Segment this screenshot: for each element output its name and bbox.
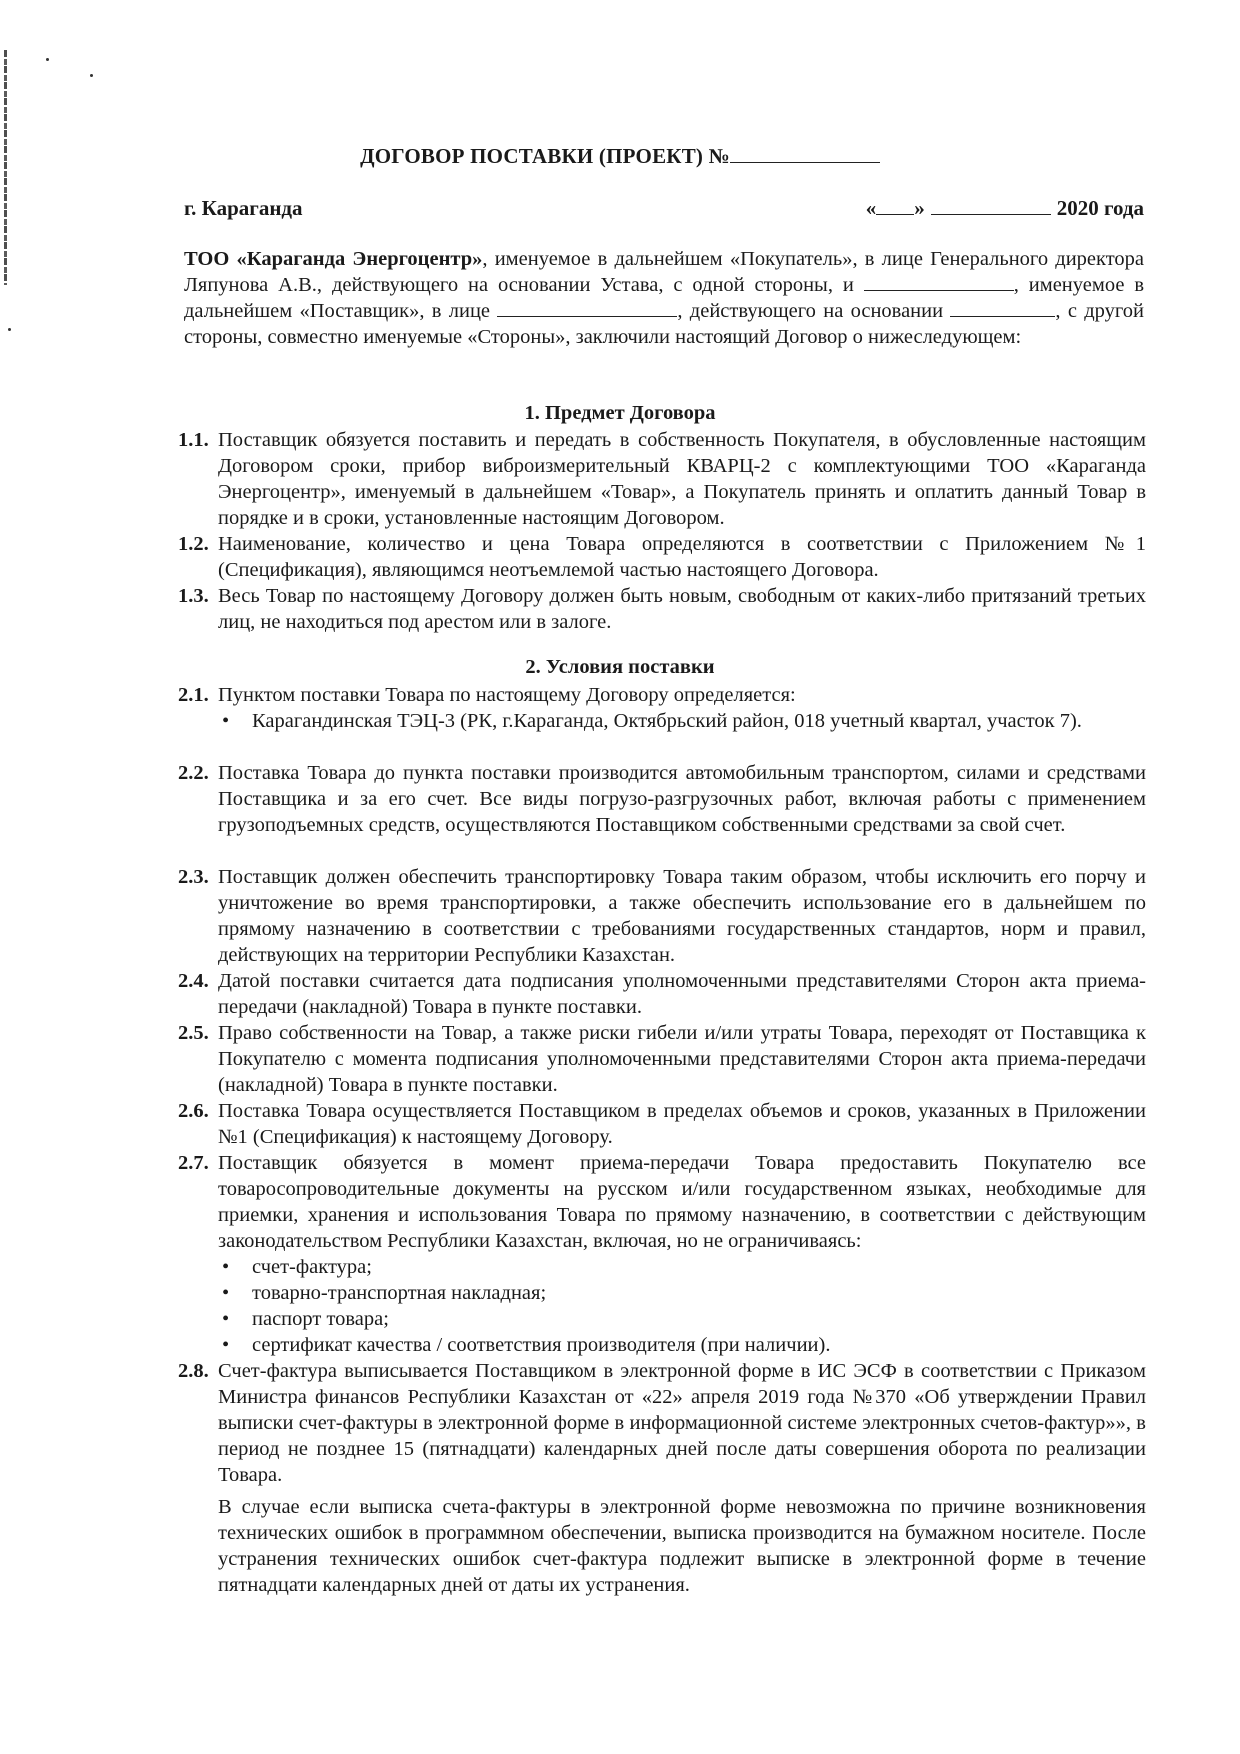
clause-2-2: 2.2. Поставка Товара до пункта поставки производится автомобильным транспортом, силами и средствами Поставщика и за его счет. Все виды погрузо-разгрузочных работ, включая работы с применением грузоподъемных средств, осуществляются Поставщиком собственными средствами за свой счет. <box>178 762 1146 836</box>
preamble: ТОО «Караганда Энергоцентр», именуемое в дальнейшем «Покупатель», в лице Генерального директора Ляпунова А.В., действующего на основании Устава, с одной стороны, и , именуемое в дальнейшем «Поставщик», в лице , действующего на основании , с другой стороны, совместно именуемые «Стороны», заключили настоящий Договор о нижеследующем: <box>184 248 1145 348</box>
scan-dot <box>46 58 49 61</box>
clause-2-8-paragraph: В случае если выписка счета-фактуры в электронной форме невозможна по причине возникновения технических ошибок в программном обеспечении, выписка производится на бумажном носителе. После устранения технических ошибок счет-фактура подлежит выписке в электронной форме в течение пятнадцати календарных дней от даты их устранения. <box>218 1496 1146 1596</box>
basis-blank <box>950 300 1055 317</box>
contract-date: « » 2020 года <box>865 196 1144 220</box>
clause-2-4: 2.4. Датой поставки считается дата подписания уполномоченными представителями Сторон акта приема-передачи (накладной) Товара в пункте поставки. <box>178 970 1146 1018</box>
list-item: • товарно-транспортная накладная; <box>222 1282 547 1304</box>
section-2-title: 2. Условия поставки <box>525 656 715 678</box>
clause-2-7: 2.7. Поставщик обязуется в момент приема-передачи Товара предоставить Покупателю все товаросопроводительные документы на русском и/или государственном языках, необходимые для приемки, хранения и использования Товара по прямому назначению, в соответствии с действующим законодательством Республики Казахстан, включая, но не ограничиваясь: • счет-фактура; • товарно-транспортная накладная; • паспорт товара; • сертификат качества / соответствия производителя (при наличии). <box>178 1152 1146 1356</box>
city: г. Караганда <box>184 196 303 220</box>
list-item: • счет-фактура; <box>222 1256 372 1278</box>
scan-dot <box>8 328 11 331</box>
clause-1-1: 1.1. Поставщик обязуется поставить и передать в собственность Покупателя, в обусловленные настоящим Договором сроки, прибор виброизмерительный КВАРЦ-2 с комплектующими ТОО «Караганда Энергоцентр», именуемый в дальнейшем «Товар», а Покупатель принять и оплатить данный Товар в порядке и в сроки, установленные настоящим Договором. <box>178 429 1146 529</box>
list-item: • Карагандинская ТЭЦ-3 (РК, г.Караганда, Октябрьский район, 018 учетный квартал, участок 7). <box>222 710 1082 732</box>
clause-2-5: 2.5. Право собственности на Товар, а также риски гибели и/или утраты Товара, переходят от Поставщика к Покупателю с момента подписания уполномоченными представителями Сторон акта приема-передачи (накладной) Товара в пункте поставки. <box>178 1022 1146 1096</box>
representative-blank <box>497 300 677 317</box>
clause-2-1: 2.1. Пунктом поставки Товара по настоящему Договору определяется: • Карагандинская ТЭЦ-3 (РК, г.Караганда, Октябрьский район, 018 учетный квартал, участок 7). <box>178 682 1146 734</box>
clause-1-3: 1.3. Весь Товар по настоящему Договору должен быть новым, свободным от каких-либо притязаний третьих лиц, не находиться под арестом или в залоге. <box>178 585 1146 633</box>
clause-2-6: 2.6. Поставка Товара осуществляется Поставщиком в пределах объемов и сроков, указанных в Приложении №1 (Спецификация) к настоящему Договору. <box>178 1100 1146 1148</box>
clause-2-3: 2.3. Поставщик должен обеспечить транспортировку Товара таким образом, чтобы исключить его порчу и уничтожение во время транспортировки, а также обеспечить использование его в дальнейшем по прямому назначению в соответствии с требованиями государственных стандартов, норм и правил, действующих на территории Республики Казахстан. <box>178 866 1146 966</box>
clause-1-2: 1.2. Наименование, количество и цена Товара определяются в соответствии с Приложением №1 (Спецификация), являющимся неотъемлемой частью настоящего Договора. <box>178 533 1146 581</box>
month-blank <box>931 198 1051 215</box>
scan-dot <box>90 74 93 77</box>
section-1-title: 1. Предмет Договора <box>524 402 716 424</box>
clause-2-8: 2.8. Счет-фактура выписывается Поставщиком в электронной форме в ИС ЭСФ в соответствии с Приказом Министра финансов Республики Казахстан от «22» апреля 2019 года №370 «Об утверждении Правил выписки счет-фактуры в электронной форме в информационной системе электронных счетов-фактур»», в период не позднее 15 (пятнадцати) календарных дней после даты совершения оборота по реализации Товара. <box>178 1360 1146 1486</box>
contract-number-blank <box>730 144 880 163</box>
list-item: • паспорт товара; <box>222 1308 389 1330</box>
document-title: ДОГОВОР ПОСТАВКИ (ПРОЕКТ) № <box>0 144 1240 169</box>
supplier-blank <box>864 274 1014 291</box>
day-blank <box>876 198 914 215</box>
list-item: • сертификат качества / соответствия производителя (при наличии). <box>222 1334 831 1356</box>
